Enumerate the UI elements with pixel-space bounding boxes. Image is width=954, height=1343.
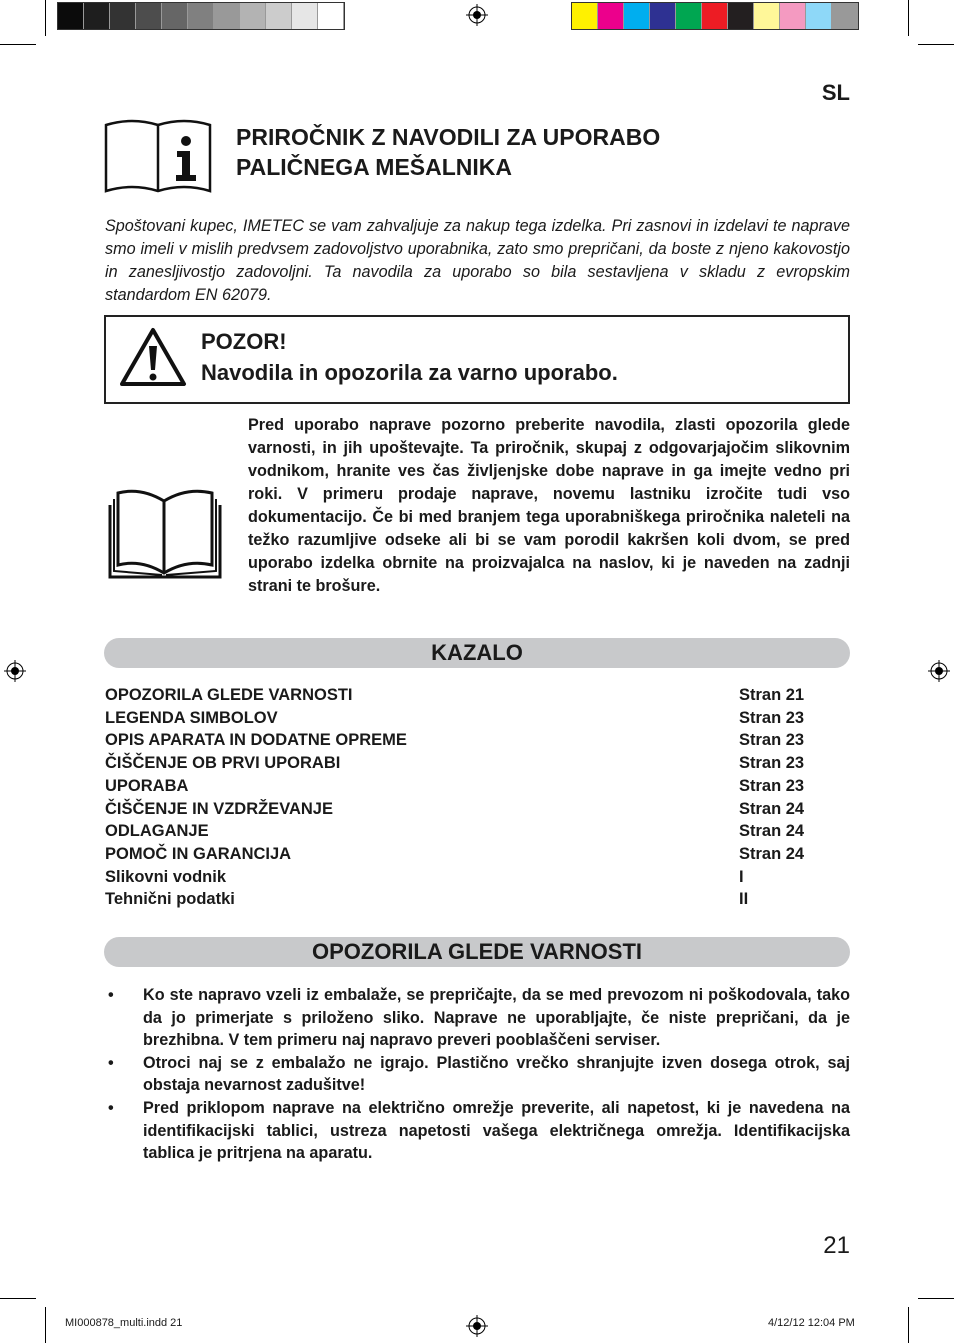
color-swatch-bar: [571, 2, 859, 30]
bullet-symbol: •: [108, 1053, 114, 1072]
toc-entry-label: ODLAGANJE: [105, 822, 209, 841]
crop-mark: [908, 1307, 909, 1343]
crop-mark: [0, 1298, 36, 1299]
toc-entry-page: Stran 21: [739, 686, 805, 704]
toc-entry-label: Slikovni vodnik: [105, 867, 227, 886]
toc-entry-page: II: [739, 890, 749, 909]
color-swatch: [832, 3, 858, 29]
color-swatch: [188, 3, 214, 29]
toc-entry-page: I: [739, 867, 744, 886]
color-swatch: [162, 3, 188, 29]
crop-mark: [45, 1307, 46, 1343]
toc-entry-label: OPIS APARATA IN DODATNE OPREME: [105, 731, 407, 750]
color-swatch: [110, 3, 136, 29]
color-swatch: [292, 3, 318, 29]
title-line-1: PRIROČNIK Z NAVODILI ZA UPORABO: [236, 124, 661, 150]
color-swatch: [754, 3, 780, 29]
color-swatch: [266, 3, 292, 29]
open-book-icon: [106, 485, 224, 581]
footer-file: MI000878_multi.indd 21: [65, 1317, 183, 1329]
toc-entry-page: Stran 24: [739, 822, 805, 841]
info-book-icon: [104, 115, 214, 197]
list-item: [105, 1052, 850, 1097]
color-swatch: [240, 3, 266, 29]
toc-entry: [105, 820, 850, 843]
registration-mark-icon: [4, 660, 26, 682]
toc-entry: [105, 866, 850, 889]
toc-entry-page: Stran 23: [739, 731, 805, 750]
color-swatch: [728, 3, 754, 29]
page-title: [236, 122, 660, 182]
color-swatch: [84, 3, 110, 29]
toc-entry: [105, 798, 850, 821]
toc-entry: [105, 684, 850, 707]
registration-mark-icon: [928, 660, 950, 682]
bullet-symbol: •: [108, 1098, 114, 1117]
toc-entry-label: UPORABA: [105, 776, 189, 795]
color-swatch: [214, 3, 240, 29]
color-swatch: [58, 3, 84, 29]
toc-entry-label: POMOČ IN GARANCIJA: [105, 844, 292, 863]
crop-mark: [45, 0, 46, 36]
page-number: 21: [823, 1232, 850, 1259]
table-of-contents: [105, 684, 850, 911]
color-swatch: [780, 3, 806, 29]
warning-title-line-2: Navodila in opozorila za varno uporabo.: [201, 360, 618, 385]
color-swatch: [598, 3, 624, 29]
title-line-2: PALIČNEGA MEŠALNIKA: [236, 154, 512, 180]
list-item-text: Otroci naj se z embalažo ne igrajo. Plastično vrečko shranjujte izven dosega otrok, saj obstaja nevarnost zadušitve!: [143, 1053, 850, 1095]
toc-entry-page: Stran 23: [739, 754, 805, 773]
color-swatch: [676, 3, 702, 29]
warning-title: [201, 326, 618, 388]
toc-entry: [105, 752, 850, 775]
color-swatch: [650, 3, 676, 29]
toc-entry-label: ČIŠČENJE OB PRVI UPORABI: [105, 754, 341, 773]
crop-mark: [908, 0, 909, 36]
color-swatch: [806, 3, 832, 29]
toc-entry: [105, 843, 850, 866]
read-manual-paragraph: Pred uporabo naprave pozorno preberite navodila, zlasti opozorila glede varnosti, in jih upoštevajte. Ta priročnik, skupaj z odgovarjajočim slikovnim vodnikom, hranite ves čas življenjske dobe naprave in ga imejte vedno pri roki. V primeru prodaje naprave, novemu lastniku izročite tudi vso dokumentacijo. Če bi med branjem tega uporabniškega priročnika naleteli na težko razumljive odseke ali bi se vam porodil kakršen koli dvom, se pred uporabo izdelka obrnite na proizvajalca na naslov, ki je naveden na zadnji strani te brošure.: [248, 416, 850, 595]
crop-mark: [918, 44, 954, 45]
toc-entry-page: Stran 24: [739, 844, 805, 863]
toc-entry-label: Tehnični podatki: [105, 890, 235, 909]
safety-list: [105, 984, 850, 1165]
list-item-text: Pred priklopom naprave na električno omrežje preverite, ali napetost, ki je navedena na identifikacijski tablici, ustreza napetosti vašega električnega omrežja. Identifikacijska tablica je pritrjena na aparatu.: [143, 1098, 850, 1163]
warning-triangle-icon: [118, 326, 188, 388]
color-swatch: [136, 3, 162, 29]
toc-entry: [105, 707, 850, 730]
color-swatch: [572, 3, 598, 29]
registration-mark-icon: [466, 1315, 488, 1337]
list-item: [105, 1097, 850, 1165]
toc-entry-page: Stran 24: [739, 799, 805, 818]
color-swatch: [702, 3, 728, 29]
toc-heading: KAZALO: [104, 638, 850, 668]
color-swatch: [318, 3, 344, 29]
toc-entry-label: LEGENDA SIMBOLOV: [105, 708, 278, 727]
footer-date: 4/12/12 12:04 PM: [768, 1317, 855, 1329]
language-code: SL: [821, 80, 850, 105]
crop-mark: [0, 44, 36, 45]
color-swatch: [624, 3, 650, 29]
toc-entry-page: Stran 23: [739, 776, 805, 795]
grayscale-swatch-bar: [57, 2, 345, 30]
toc-entry-page: Stran 23: [739, 708, 805, 727]
toc-entry-label: ČIŠČENJE IN VZDRŽEVANJE: [105, 799, 333, 818]
toc-entry: [105, 775, 850, 798]
warning-title-line-1: POZOR!: [201, 329, 287, 354]
toc-entry: [105, 888, 850, 911]
crop-mark: [918, 1298, 954, 1299]
toc-entry-label: OPOZORILA GLEDE VARNOSTI: [105, 686, 353, 704]
registration-mark-icon: [466, 4, 488, 26]
list-item: [105, 984, 850, 1052]
toc-entry: [105, 729, 850, 752]
safety-heading: OPOZORILA GLEDE VARNOSTI: [104, 937, 850, 967]
intro-paragraph: Spoštovani kupec, IMETEC se vam zahvaljuje za nakup tega izdelka. Pri zasnovi in izdelavi te naprave smo imeli v mislih predvsem zadovoljstvo uporabnika, zato smo prepričani, da boste z njeno kakovostjo in zanesljivostjo zadovoljni. Ta navodila za uporabo so bila sestavljena v skladu z evropskim standardom EN 62079.: [105, 217, 850, 304]
bullet-symbol: •: [108, 986, 114, 1004]
list-item-text: Ko ste napravo vzeli iz embalaže, se prepričajte, da se med prevozom ni poškodovala, tako da jo primerjate s priloženo sliko. Naprave ne uporabljajte, če niste prepričani, da je brezhibna. V tem primeru naj napravo preveri pooblaščeni serviser.: [143, 986, 850, 1050]
